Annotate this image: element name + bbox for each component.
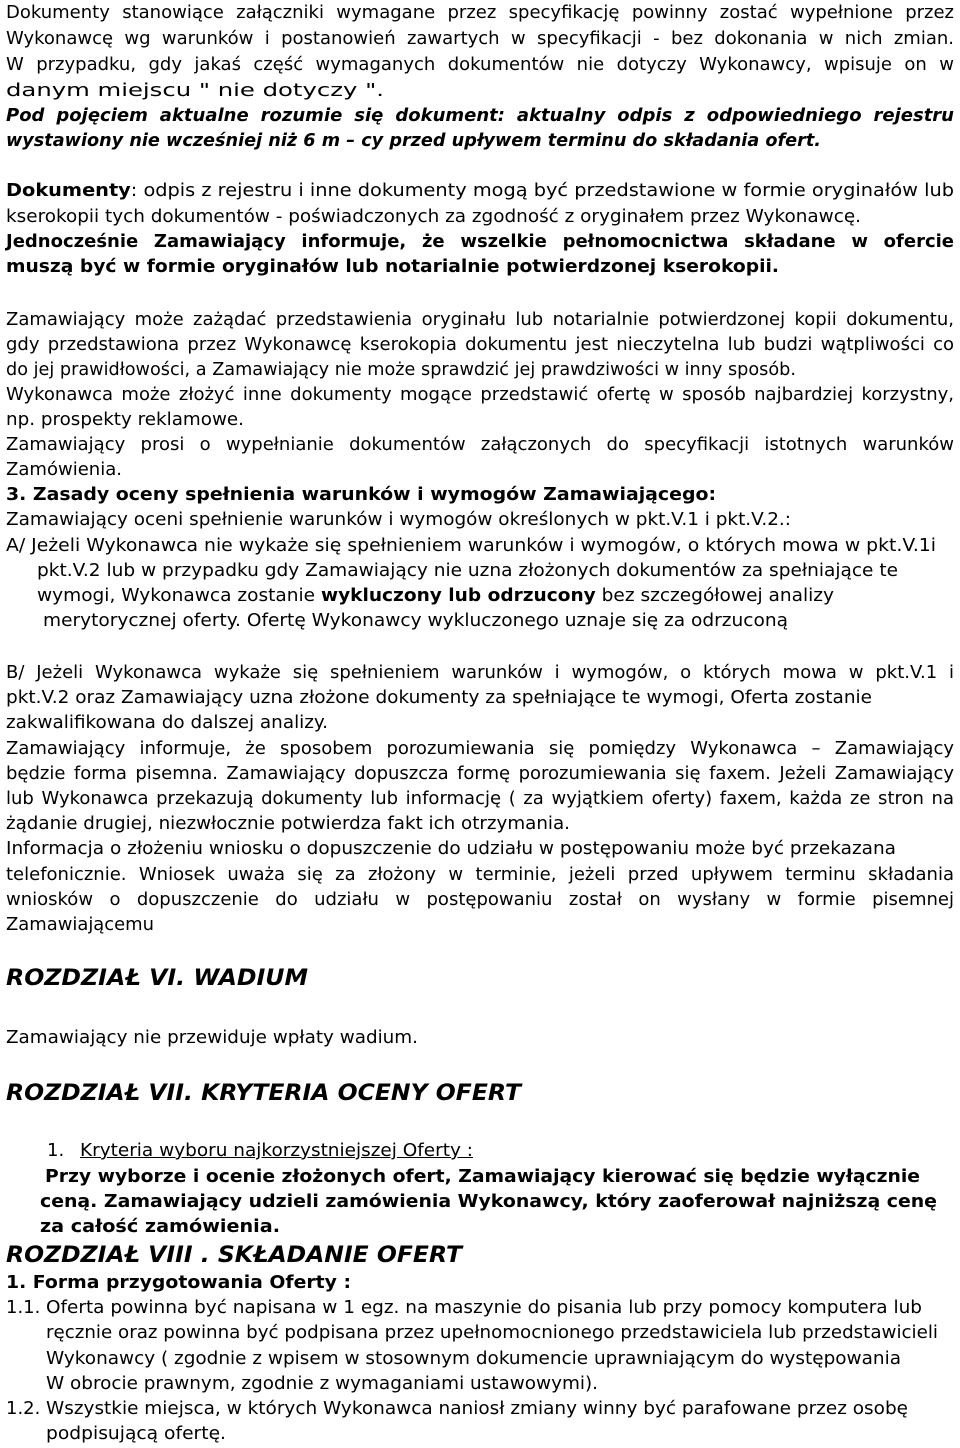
text-line: do jej prawidłowości, a Zamawiający nie może sprawdzić jej prawdziwości w inny sposób. xyxy=(6,359,796,380)
bold-line: muszą być w formie oryginałów lub notarialnie potwierdzonej kserokopii. xyxy=(6,256,779,277)
text-line xyxy=(37,585,834,607)
emphasis-line: Pod pojęciem aktualne rozumie się dokument: aktualny odpis z odpowiedniego rejestru xyxy=(6,105,954,126)
text-line: kserokopii tych dokumentów - poświadczonych za zgodność z oryginałem przez Wykonawcę. xyxy=(6,206,861,227)
text-line: zakwalifikowana do dalszej analizy. xyxy=(6,712,328,733)
text-line: będzie forma pisemna. Zamawiający dopuszcza formę porozumiewania się faxem. Jeżeli Zamawiający xyxy=(6,763,954,784)
text-line: gdy przedstawiona przez Wykonawcę kserokopia dokumentu jest nieczytelna lub budzi wątpliwości co xyxy=(6,334,954,355)
text-line: Wszystkie miejsca, w których Wykonawca naniosł zmiany winny być parafowane przez osobę xyxy=(46,1398,908,1419)
list-number: 1.1. xyxy=(6,1297,41,1318)
text-line: Wykonawcę wg warunków i postanowień zawartych w specyfikacji - bez dokonania w nich zmian. xyxy=(6,28,954,49)
text-line: danym miejscu " nie dotyczy ". xyxy=(6,80,384,101)
text-line: A/ Jeżeli Wykonawca nie wykaże się spełnieniem warunków i wymogów, o których mowa w pkt.V.1i xyxy=(6,535,936,556)
criteria-heading: Kryteria wyboru najkorzystniejszej Oferty : xyxy=(80,1140,473,1161)
text-line: Zamawiający prosi o wypełnianie dokumentów załączonych do specyfikacji istotnych warunków xyxy=(6,434,954,455)
text-line: W przypadku, gdy jakaś część wymaganych dokumentów nie dotyczy Wykonawcy, wpisuje on w xyxy=(6,54,954,75)
bold-line: Jednocześnie Zamawiający informuje, że wszelkie pełnomocnictwa składane w ofercie xyxy=(6,231,954,252)
text-line: B/ Jeżeli Wykonawca wykaże się spełnieniem warunków i wymogów, o których mowa w pkt.V.1 i xyxy=(6,662,954,683)
text-span: : odpis z rejestru i inne dokumenty mogą być przedstawione w formie oryginałów lub xyxy=(130,180,954,201)
text-line: Informacja o złożeniu wniosku o dopuszczenie do udziału w postępowaniu może być przekazana xyxy=(6,838,896,859)
section-heading: 3. Zasady oceny spełnienia warunków i wymogów Zamawiającego: xyxy=(6,484,716,505)
subsection-heading: 1. Forma przygotowania Oferty : xyxy=(6,1272,351,1293)
text-line: W obrocie prawnym, zgodnie z wymaganiami ustawowymi). xyxy=(46,1373,598,1394)
emphasis-line: wystawiony nie wcześniej niż 6 m – cy przed upływem terminu do składania ofert. xyxy=(6,130,821,151)
bold-line: za całość zamówienia. xyxy=(40,1216,280,1237)
chapter-heading: ROZDZIAŁ VII. KRYTERIA OCENY OFERT xyxy=(6,1081,521,1106)
bold-term: wykluczony lub odrzucony xyxy=(320,585,596,606)
chapter-heading: ROZDZIAŁ VI. WADIUM xyxy=(6,966,308,991)
text-line: Wykonawcy ( zgodnie z wpisem w stosownym dokumencie uprawniającym do występowania xyxy=(46,1348,901,1369)
text-line: Zamówienia. xyxy=(6,459,122,480)
text-line: żądanie drugiej, niezwłocznie potwierdza fakt ich otrzymania. xyxy=(6,813,570,834)
text-span: wymogi, Wykonawca zostanie xyxy=(37,585,321,606)
chapter-heading: ROZDZIAŁ VIII . SKŁADANIE OFERT xyxy=(6,1243,463,1268)
text-line: np. prospekty reklamowe. xyxy=(6,409,244,430)
text-line: Oferta powinna być napisana w 1 egz. na maszynie do pisania lub przy pomocy komputera lub xyxy=(46,1297,922,1318)
text-line: Zamawiający informuje, że sposobem porozumiewania się pomiędzy Wykonawca – Zamawiający xyxy=(6,738,954,759)
text-line: podpisującą ofertę. xyxy=(46,1423,226,1444)
bold-term: Dokumenty xyxy=(6,180,131,201)
text-line: telefonicznie. Wniosek uważa się za złożony w terminie, jeżeli przed upływem terminu składania xyxy=(6,864,954,885)
text-line: Dokumenty stanowiące załączniki wymagane przez specyfikację powinny zostać wypełnione przez xyxy=(6,2,954,23)
text-line: ręcznie oraz powinna być podpisana przez upełnomocnionego przedstawiciela lub przedstawicieli xyxy=(46,1322,938,1343)
text-line: Zamawiający nie przewiduje wpłaty wadium. xyxy=(6,1027,418,1048)
text-line: pkt.V.2 lub w przypadku gdy Zamawiający nie uzna złożonych dokumentów za spełniające te xyxy=(37,560,898,581)
text-line: Wykonawca może złożyć inne dokumenty mogące przedstawić ofertę w sposób najbardziej korzystny, xyxy=(6,384,954,405)
bold-line: Przy wyborze i ocenie złożonych ofert, Zamawiający kierować się będzie wyłącznie xyxy=(45,1166,920,1187)
bold-line: ceną. Zamawiający udzieli zamówienia Wykonawcy, który zaoferował najniższą cenę xyxy=(40,1191,937,1212)
list-number: 1.2. xyxy=(6,1398,41,1419)
text-line: Zamawiający oceni spełnienie warunków i wymogów określonych w pkt.V.1 i pkt.V.2.: xyxy=(6,509,791,530)
text-line: merytorycznej oferty. Ofertę Wykonawcy wykluczonego uznaje się za odrzuconą xyxy=(43,610,788,631)
text-line: Zamawiającemu xyxy=(6,914,154,935)
text-line: Zamawiający może zażądać przedstawienia oryginału lub notarialnie potwierdzonej kopii dokumentu, xyxy=(6,309,954,330)
text-line: wniosków o dopuszczenie do udziału w postępowaniu został on wysłany w formie pisemnej xyxy=(6,889,954,910)
list-number: 1. xyxy=(47,1140,65,1161)
text-line: pkt.V.2 oraz Zamawiający uzna złożone dokumenty za spełniające te wymogi, Oferta zostanie xyxy=(6,687,873,708)
text-line: lub Wykonawca przekazują dokumenty lub informację ( za wyjątkiem oferty) faxem, każda ze stron na xyxy=(6,788,954,809)
text-span: bez szczegółowej analizy xyxy=(595,585,834,606)
text-line xyxy=(6,180,954,202)
